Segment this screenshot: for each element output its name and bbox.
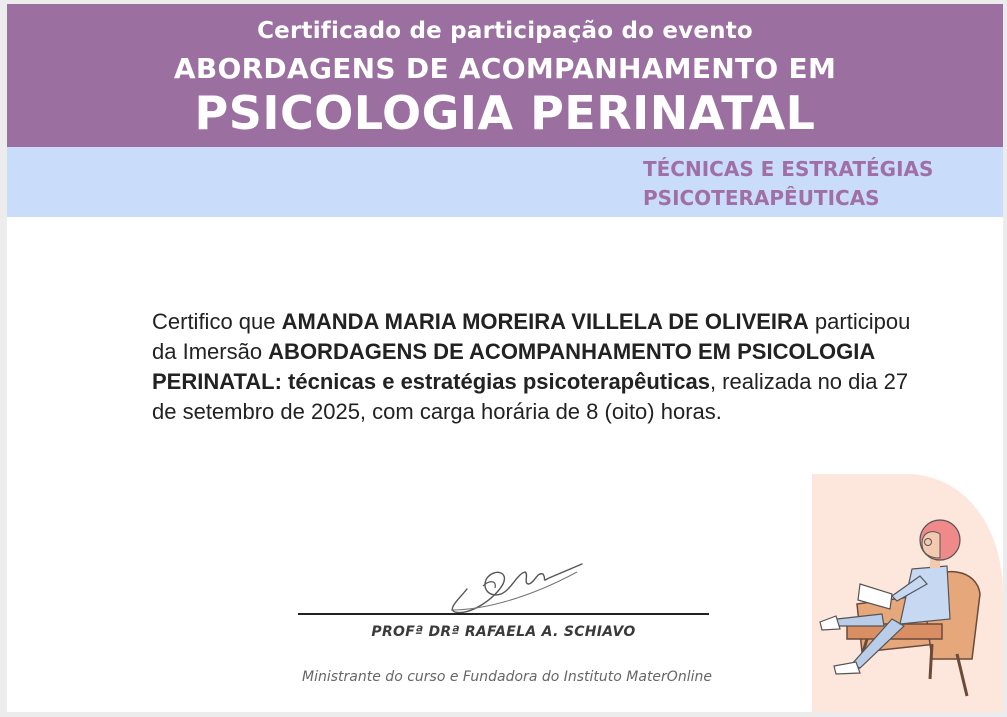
subtitle-line-2: PSICOTERAPÊUTICAS — [643, 186, 880, 210]
certificate — [7, 4, 1003, 712]
header-line-1: Certificado de participação do evento — [257, 18, 753, 44]
participant-name: AMANDA MARIA MOREIRA VILLELA DE OLIVEIRA — [281, 309, 809, 334]
signature-line — [298, 613, 709, 615]
header-line-2: ABORDAGENS DE ACOMPANHAMENTO EM — [173, 52, 837, 85]
certificate-body — [152, 307, 912, 427]
subtitle-line-1: TÉCNICAS E ESTRATÉGIAS — [643, 157, 934, 181]
body-intro: Certifico que — [152, 309, 282, 334]
subtitle — [643, 155, 983, 213]
certificate-header — [7, 4, 1003, 147]
event-name: ABORDAGENS DE ACOMPANHAMENTO EM PSICOLOGIA PERINATAL: técnicas e estratégias psicoterapêuticas — [152, 339, 875, 394]
signature-image — [437, 544, 587, 619]
woman-reading-illustration — [812, 474, 1003, 712]
body-end: , realizada no dia 27 de setembro de 2025, com carga horária de 8 (oito) horas. — [152, 369, 909, 424]
body-middle: participou da Imersão — [152, 309, 911, 364]
header-title: PSICOLOGIA PERINATAL — [194, 86, 816, 140]
signatory-role: Ministrante do curso e Fundadora do Instituto MaterOnline — [302, 669, 712, 685]
subtitle-band — [7, 147, 1003, 217]
signatory-name: PROFª DRª RAFAELA A. SCHIAVO — [371, 624, 636, 640]
